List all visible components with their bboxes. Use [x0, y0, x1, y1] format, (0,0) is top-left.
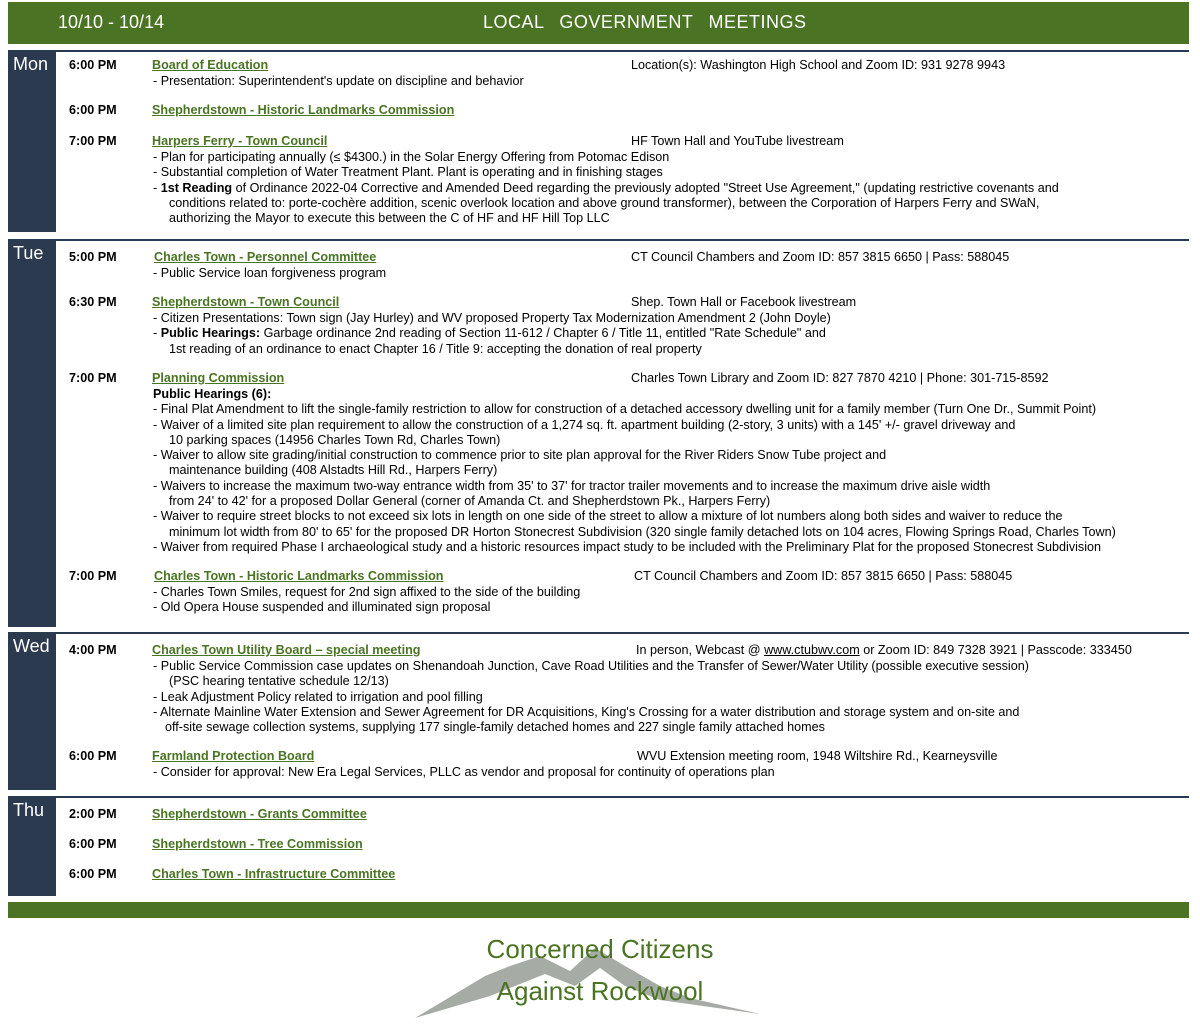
agenda-line: - Leak Adjustment Policy related to irrigation and pool filling — [153, 689, 483, 704]
meeting-title-link[interactable]: Planning Commission — [152, 371, 285, 385]
header-bar — [8, 2, 1189, 44]
agenda-line: - Waiver from required Phase I archaeological study and a historic resources impact study to be included with the Preliminary Plat for the proposed Stonecrest Subdivision — [153, 539, 1102, 554]
meeting-location: Charles Town Library and Zoom ID: 827 7870 4210 | Phone: 301-715-8592 — [631, 371, 1049, 385]
agenda-line: - Waivers to increase the maximum two-way entrance width from 35' to 37' for tractor trailer movements and to increase the maximum drive aisle width — [153, 478, 991, 493]
meeting-title-link[interactable]: Charles Town Utility Board – special meeting — [152, 643, 421, 657]
agenda-line: off-site sewage collection systems, supplying 177 single-family detached homes and 227 single family attached homes — [165, 720, 825, 735]
meeting-title-link[interactable]: Shepherdstown - Historic Landmarks Commission — [152, 103, 455, 117]
meeting-title-link[interactable]: Charles Town - Personnel Committee — [154, 250, 377, 264]
agenda-line: 1st reading of an ordinance to enact Chapter 16 / Title 9: accepting the donation of real property — [169, 341, 702, 356]
meeting-agenda — [153, 765, 1183, 780]
day-section-thu — [8, 796, 1189, 896]
meeting-location: HF Town Hall and YouTube livestream — [631, 134, 844, 148]
meeting-agenda — [153, 74, 1183, 89]
meeting-title-link[interactable]: Shepherdstown - Town Council — [152, 295, 340, 309]
agenda-line: - Final Plat Amendment to lift the single-family restriction to allow for construction of a detached accessory dwelling unit for a family member (Turn One Dr., Summit Point) — [153, 402, 1097, 417]
day-tab — [8, 241, 56, 627]
agenda-line: - Public Service Commission case updates on Shenandoah Junction, Cave Road Utilities and the Transfer of Sewer/Water Utility (possible executive session) — [153, 659, 1029, 673]
day-section-mon — [8, 50, 1189, 232]
logo-line2: Against Rockwool — [496, 976, 704, 1006]
meeting-title-link[interactable]: Farmland Protection Board — [152, 749, 315, 763]
meeting-time: 7:00 PM — [69, 134, 117, 148]
meeting-time: 6:30 PM — [69, 295, 117, 309]
day-tab — [8, 634, 56, 790]
date-range: 10/10 - 10/14 — [58, 12, 165, 32]
agenda-line: - Alternate Mainline Water Extension and Sewer Agreement for DR Acquisitions, King's Crossing for a water distribution and storage system and on-site and — [153, 704, 1020, 719]
footer-bar — [8, 902, 1189, 918]
agenda-line: maintenance building (408 Alstadts Hill Rd., Harpers Ferry) — [169, 463, 498, 478]
agenda-bold: 1st Reading — [160, 180, 233, 195]
meeting-location: Shep. Town Hall or Facebook livestream — [631, 295, 857, 309]
agenda-line: - Presentation: Superintendent's update on discipline and behavior — [153, 74, 524, 88]
meeting-agenda — [153, 387, 1183, 555]
location-text: In person, Webcast @ — [636, 643, 765, 657]
meeting-agenda — [153, 266, 1183, 281]
meeting-time: 5:00 PM — [69, 250, 117, 264]
meeting-time: 6:00 PM — [69, 103, 117, 117]
day-section-wed — [8, 632, 1189, 790]
meeting-agenda — [153, 585, 1183, 616]
meeting-time: 7:00 PM — [69, 371, 117, 385]
agenda-text: Garbage ordinance 2nd reading of Section 11-612 / Chapter 6 / Title 11, entitled "Rate Schedule" and — [260, 326, 826, 341]
agenda-bold: Public Hearings: — [160, 326, 261, 341]
agenda-line: conditions related to: porte-cochère addition, scenic overlook location and above ground transformer), between the Corporation of Harpers Ferry and SWaN, — [169, 195, 1040, 210]
meeting-title-link[interactable]: Shepherdstown - Grants Committee — [152, 807, 367, 821]
meeting-title-link[interactable]: Charles Town - Historic Landmarks Commission — [154, 569, 444, 583]
meeting-title-link[interactable]: Harpers Ferry - Town Council — [152, 134, 328, 148]
agenda-line: - Public Hearings: Garbage ordinance 2nd reading of Section 11-612 / Chapter 6 / Title 11, entitled "Rate Schedule" and — [153, 326, 826, 341]
agenda-line: from 24' to 42' for a proposed Dollar General (corner of Amanda Ct. and Shepherdstown Pk., Harpers Ferry) — [169, 494, 771, 509]
meeting-title-link[interactable]: Charles Town - Infrastructure Committee — [152, 867, 396, 881]
day-section-tue — [8, 239, 1189, 627]
agenda-line: - Public Service loan forgiveness program — [153, 266, 387, 280]
agenda-line: authorizing the Mayor to execute this between the C of HF and HF Hill Top LLC — [169, 211, 610, 226]
meeting-location: WVU Extension meeting room, 1948 Wiltshire Rd., Kearneysville — [637, 749, 998, 763]
agenda-line: - Charles Town Smiles, request for 2nd sign affixed to the side of the building — [153, 585, 581, 599]
meeting-location: CT Council Chambers and Zoom ID: 857 3815 6650 | Pass: 588045 — [634, 569, 1013, 583]
meeting-agenda — [153, 150, 1183, 226]
agenda-line: - 1st Reading of Ordinance 2022-04 Corrective and Amended Deed regarding the previously adopted "Street Use Agreement," (updating restrictive covenants and — [153, 180, 1059, 195]
agenda-line: 10 parking spaces (14956 Charles Town Rd, Charles Town) — [169, 432, 501, 447]
logo-line1: Concerned Citizens — [486, 934, 714, 964]
day-label: Mon — [13, 54, 49, 74]
agenda-text: of Ordinance 2022-04 Corrective and Amended Deed regarding the previously adopted "Street Use Agreement," (updating restrictive covenants and — [232, 180, 1059, 195]
agenda-line: - Substantial completion of Water Treatment Plant. Plant is operating and in finishing stages — [153, 165, 663, 180]
agenda-line: minimum lot width from 80' to 65' for the proposed DR Horton Stonecrest Subdivision (320 single family detached lots on 104 acres, Flowing Springs Road, Charles Town) — [169, 524, 1116, 539]
meeting-location: Location(s): Washington High School and Zoom ID: 931 9278 9943 — [631, 58, 1006, 72]
day-tab — [8, 52, 56, 232]
org-logo — [410, 926, 770, 1022]
agenda-line: - Citizen Presentations: Town sign (Jay Hurley) and WV proposed Property Tax Modernization Amendment 2 (John Doyle) — [153, 311, 831, 325]
agenda-line: - Old Opera House suspended and illuminated sign proposal — [153, 600, 491, 615]
agenda-line: - Consider for approval: New Era Legal Services, PLLC as vendor and proposal for continuity of operations plan — [153, 765, 775, 779]
page-title: LOCAL GOVERNMENT MEETINGS — [483, 12, 807, 32]
meeting-time: 6:00 PM — [69, 58, 117, 72]
day-label: Wed — [13, 636, 50, 656]
webcast-link[interactable]: www.ctubwv.com — [764, 643, 860, 657]
meeting-time: 6:00 PM — [69, 749, 117, 763]
agenda-line: - Plan for participating annually (≤ $4300.) in the Solar Energy Offering from Potomac Edison — [153, 150, 670, 164]
meeting-agenda — [153, 311, 1183, 357]
agenda-line: - Waiver to allow site grading/initial construction to commence prior to site plan approval for the River Riders Snow Tube project and — [153, 448, 887, 463]
meeting-time: 6:00 PM — [69, 867, 117, 881]
meeting-time: 6:00 PM — [69, 837, 117, 851]
meeting-location — [636, 643, 1132, 657]
agenda-line: (PSC hearing tentative schedule 12/13) — [169, 674, 389, 689]
location-text: or Zoom ID: 849 7328 3921 | Passcode: 333450 — [859, 643, 1132, 657]
meeting-time: 2:00 PM — [69, 807, 117, 821]
day-label: Tue — [13, 243, 44, 263]
meeting-title-link[interactable]: Board of Education — [152, 58, 269, 72]
meeting-time: 7:00 PM — [69, 569, 117, 583]
meeting-location: CT Council Chambers and Zoom ID: 857 3815 6650 | Pass: 588045 — [631, 250, 1010, 264]
meeting-title-link[interactable]: Shepherdstown - Tree Commission — [152, 837, 363, 851]
agenda-heading: Public Hearings (6): — [153, 387, 272, 401]
agenda-line: - Waiver of a limited site plan requirement to allow the construction of a 1,274 sq. ft. apartment building (2-story, 3 units) with a 145' +/- gravel driveway and — [153, 417, 1016, 432]
agenda-line: - Waiver to require street blocks to not exceed six lots in length on one side of the street to allow a mixture of lot numbers along both sides and waiver to reduce the — [153, 509, 1063, 524]
meeting-time: 4:00 PM — [69, 643, 117, 657]
day-tab — [8, 798, 56, 896]
day-label: Thu — [13, 800, 45, 820]
meeting-agenda — [153, 659, 1183, 735]
